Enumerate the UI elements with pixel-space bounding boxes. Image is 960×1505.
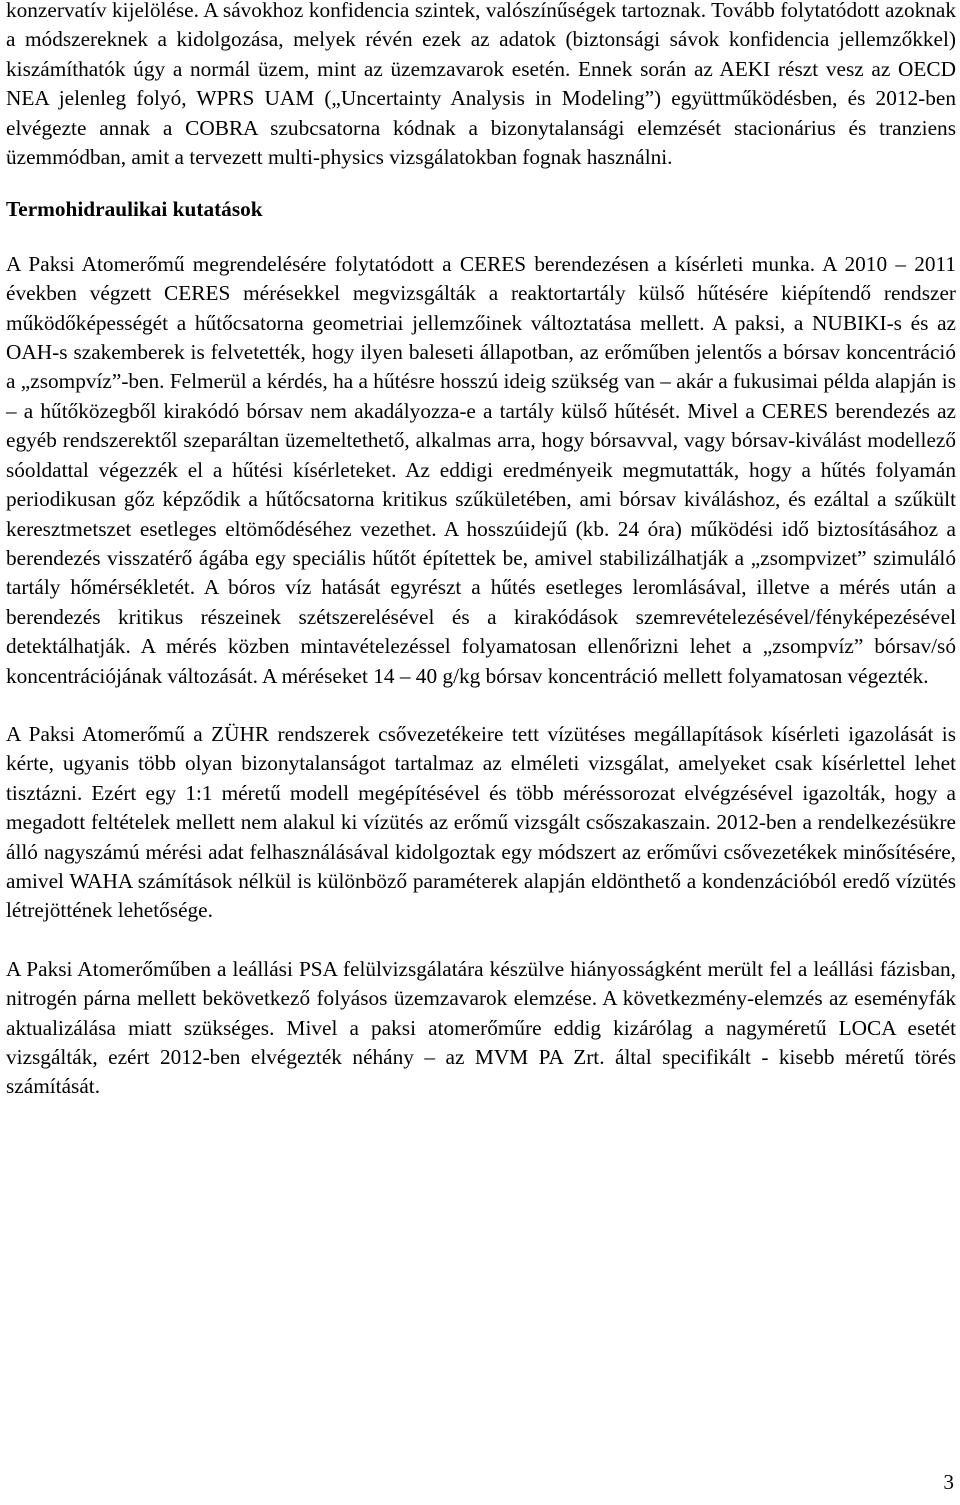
page-number: 3 [943,1470,954,1494]
paragraph-ceres-experiments: A Paksi Atomerőmű megrendelésére folytatódott a CERES berendezésen a kísérleti munka. A 2010 – 2011 években végzett CERES mérésekkel megvizsgálták a reaktortartály külső hűtésére kiépítendő rendszer működőképességét a hűtőcsatorna geometriai jellemzőinek változtatása mellett. A paksi, a NUBIKI-s és az OAH-s szakemberek is felvetették, hogy ilyen baleseti állapotban, az erőműben jelentős a bórsav koncentráció a „zsompvíz”-ben. Felmerül a kérdés, ha a hűtésre hosszú ideig szükség van – akár a fukusimai példa alapján is – a hűtőközegből kirakódó bórsav nem akadályozza-e a tartály külső hűtését. Mivel a CERES berendezés az egyéb rendszerektől szeparáltan üzemeltethető, alkalmas arra, hogy bórsavval, vagy bórsav-kiválást modellező sóoldattal végezzék el a hűtési kísérleteket. Az eddigi eredményeik megmutatták, hogy a hűtés folyamán periodikusan gőz képződik a hűtőcsatorna kritikus szűkületében, ami bórsav kiváláshoz, és ezáltal a szűkült keresztmetszet esetleges eltömődéséhez vezethet. A hosszúidejű (kb. 24 óra) működési idő biztosításához a berendezés visszatérő ágába egy speciális hűtőt építettek be, amivel stabilizálhatják a „zsompvizet” szimuláló tartály hőmérsékletét. A bóros víz hatását egyrészt a hűtés esetleges leromlásával, illetve a mérés után a berendezés kritikus részeinek szétszerelésével és a kirakódások szemrevételezésével/fényképezésével detektálhatják. A mérés közben mintavételezéssel folyamatosan ellenőrizni lehet a „zsompvíz” bórsav/só koncentrációjának változását. A méréseket 14 – 40 g/kg bórsav koncentráció mellett folyamatosan végezték. [6,251,956,688]
paragraph-shutdown-psa: A Paksi Atomerőműben a leállási PSA felülvizsgálatára készülve hiányosságként merült fel a leállási fázisban, nitrogén párna mellett bekövetkező folyásos üzemzavarok elemzése. A következmény-elemzés az eseményfák aktualizálása miatt szükséges. Mivel a paksi atomerőműre eddig kizárólag a nagyméretű LOCA esetét vizsgálták, ezért 2012-ben elvégezték néhány – az MVM PA Zrt. által specifikált - kisebb méretű törés számítását. [6,956,956,1099]
page-content [6,0,956,1102]
paragraph-zuhr-water-hammer: A Paksi Atomerőmű a ZÜHR rendszerek csővezetékeire tett vízütéses megállapítások kísérleti igazolását is kérte, ugyanis több olyan bizonytalanságot tartalmaz az elméleti vizsgálat, amelyeket csak kísérlettel lehet tisztázni. Ezért egy 1:1 méretű modell megépítésével és több méréssorozat elvégzésével igazolták, hogy a megadott feltételek mellett nem alakul ki vízütés az erőmű vizsgált csőszakaszain. 2012-ben a rendelkezésükre álló nagyszámú mérési adat felhasználásával kidolgoztak egy módszert az erőművi csővezetékek minősítésére, amivel WAHA számítások nélkül is különböző paraméterek alapján eldönthető a kondenzációból eredő vízütés létrejöttének lehetősége. [6,721,956,923]
paragraph-uncertainty-analysis: konzervatív kijelölése. A sávokhoz konfidencia szintek, valószínűségek tartoznak. Tovább folytatódott azoknak a módszereknek a kidolgozása, melyek révén ezek az adatok (biztonsági sávok konfidencia jellemzőkkel) kiszámíthatók úgy a normál üzem, mint az üzemzavarok esetén. Ennek során az AEKI részt vesz az OECD NEA jelenleg folyó, WPRS UAM („Uncertainty Analysis in Modeling”) együttműködésben, és 2012-ben elvégezte annak a COBRA szubcsatorna kódnak a bizonytalansági elemzését stacionárius és tranziens üzemmódban, amit a tervezett multi-physics vizsgálatokban fognak használni. [6,0,956,170]
section-heading: Termohidraulikai kutatások [6,197,263,222]
